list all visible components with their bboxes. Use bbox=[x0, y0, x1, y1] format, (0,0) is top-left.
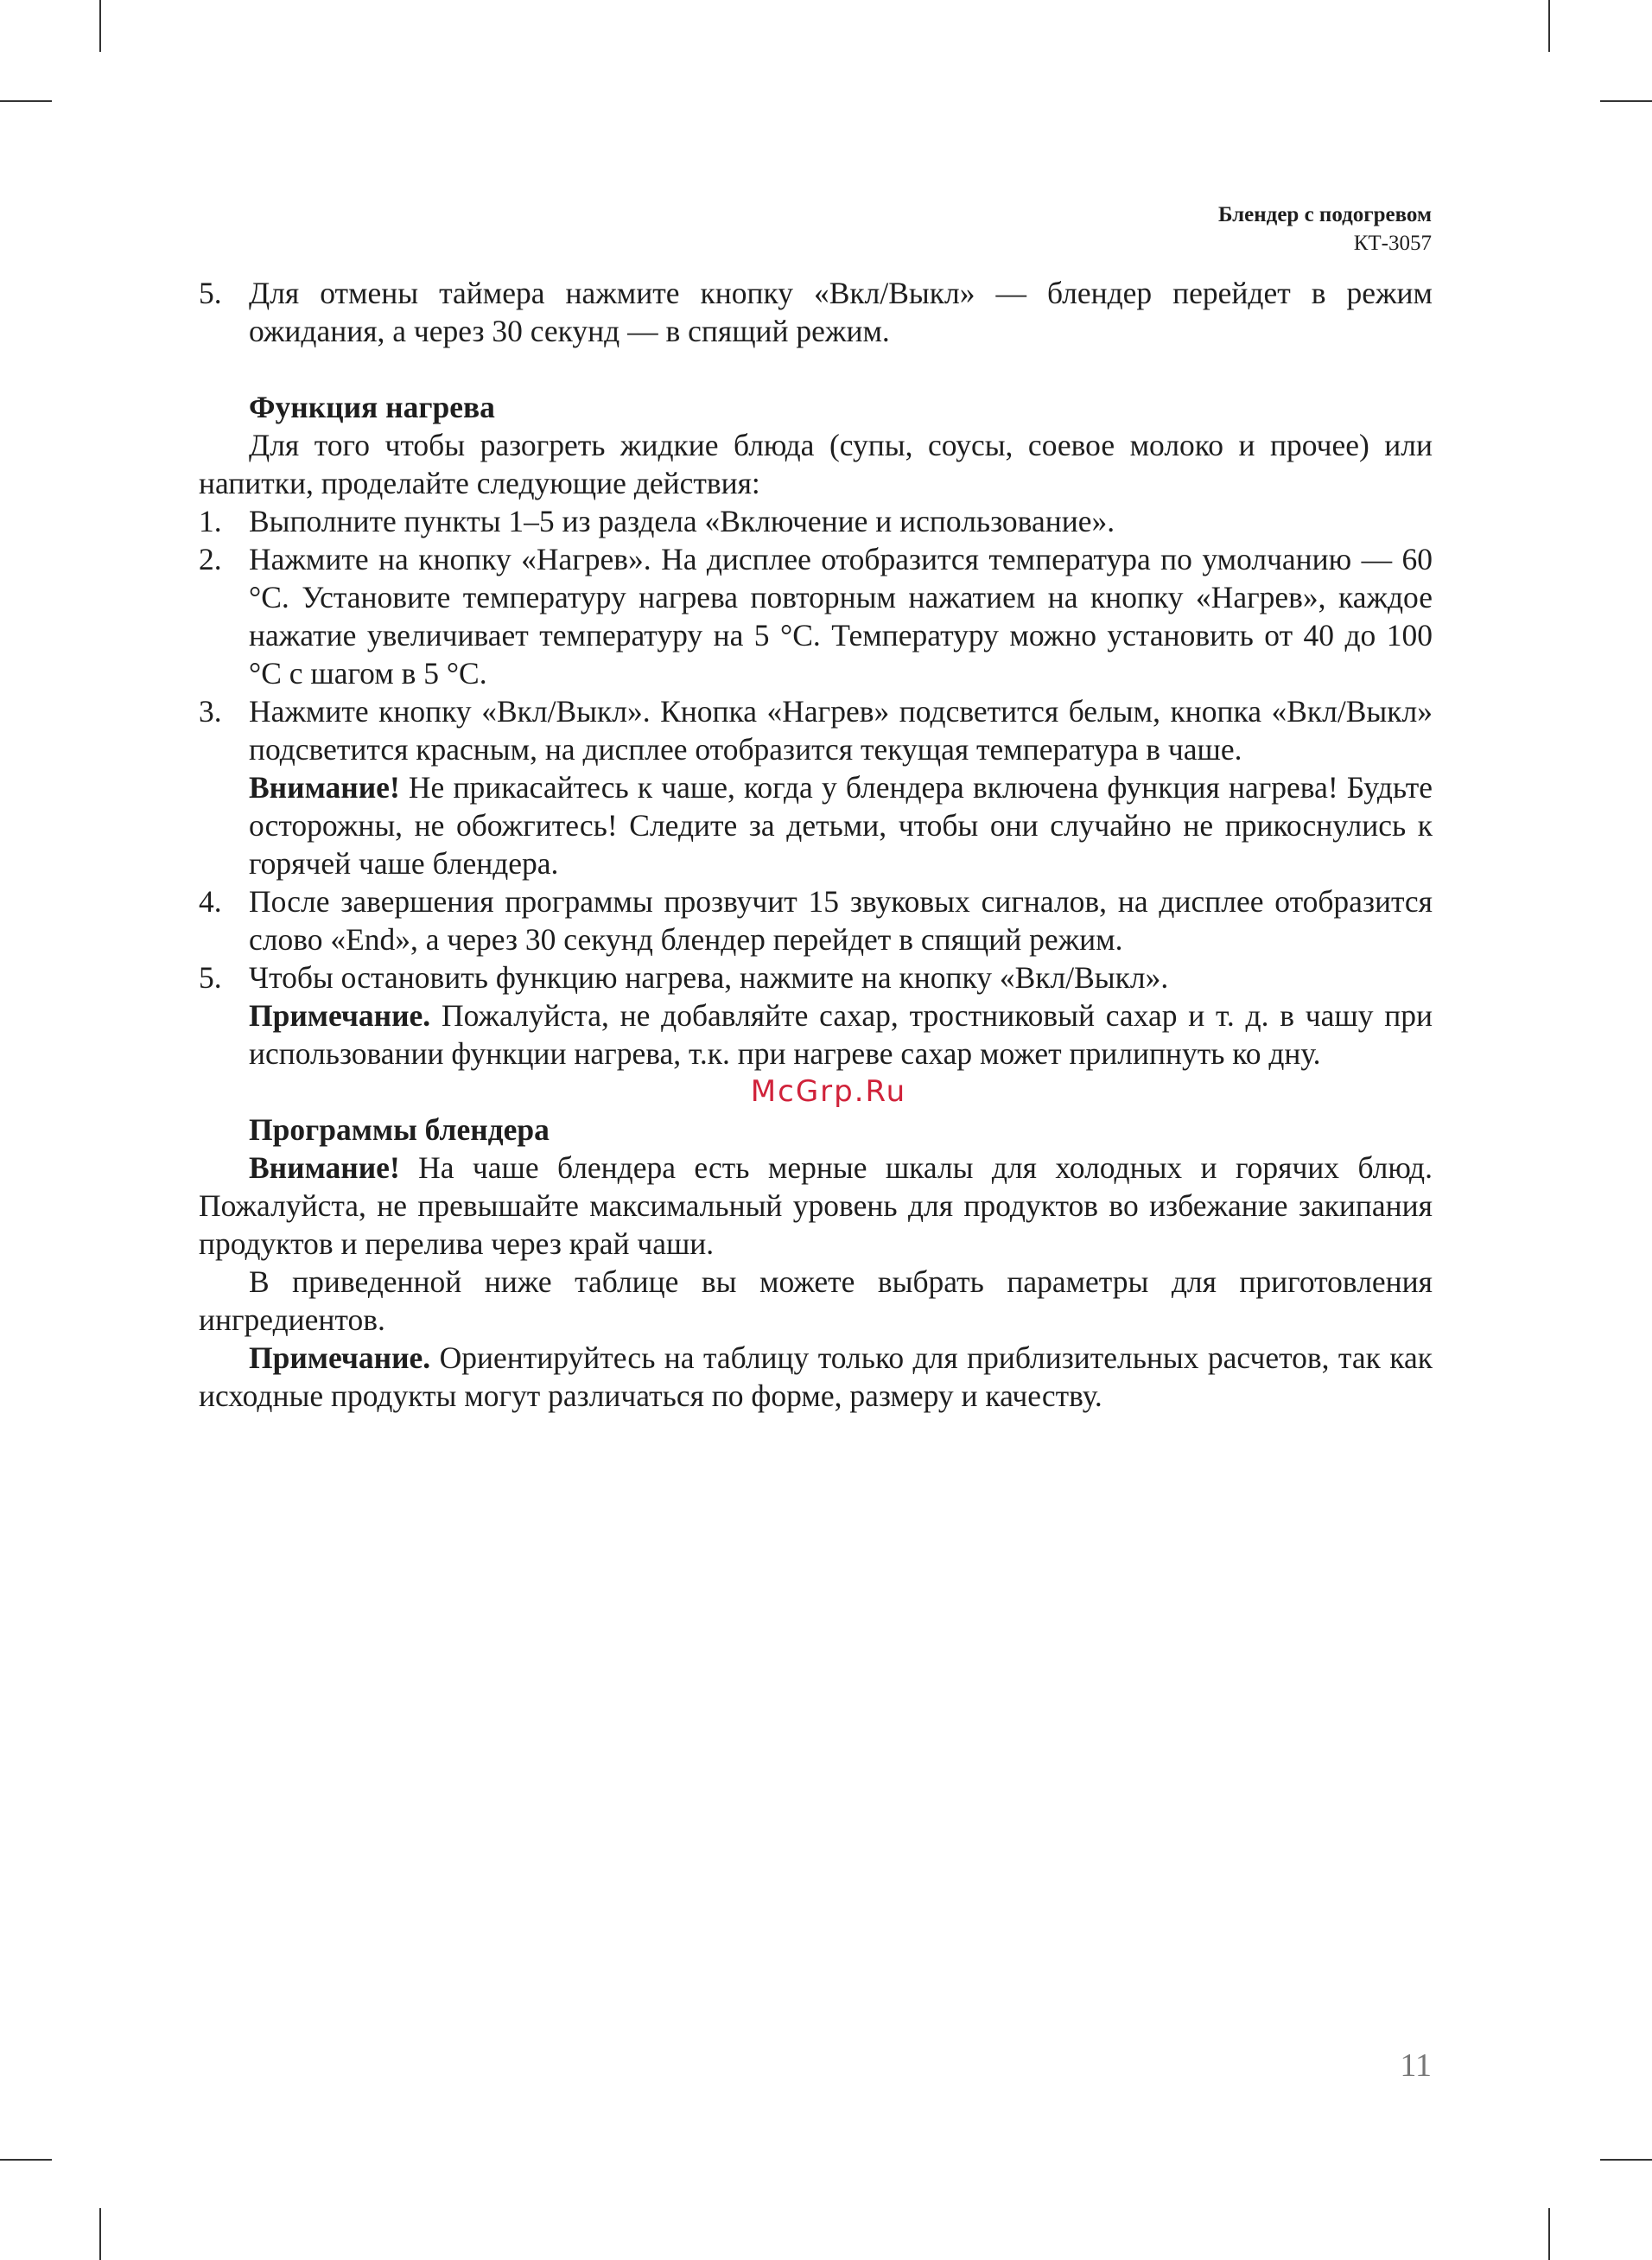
note-label: Примечание. bbox=[249, 998, 431, 1033]
list-item bbox=[199, 274, 1433, 350]
note-text: Пожалуйста, не добавляйте сахар, тростниковый сахар и т. д. в чашу при использовании функции нагрева, т.к. при нагреве сахар может прилипнуть ко дну. bbox=[249, 998, 1433, 1071]
warning-label: Внимание! bbox=[249, 770, 400, 805]
crop-mark-bottom-right-v bbox=[1548, 2208, 1550, 2260]
section-intro: Для того чтобы разогреть жидкие блюда (супы, соусы, соевое молоко и прочее) или напитки, проделайте следующие действия: bbox=[199, 428, 1433, 500]
paragraph: В приведенной ниже таблице вы можете выбрать параметры для приготовления ингредиентов. bbox=[199, 1264, 1433, 1337]
list-item bbox=[199, 692, 1433, 882]
list-item-text: Нажмите кнопку «Вкл/Выкл». Кнопка «Нагрев» подсветится белым, кнопка «Вкл/Выкл» подсветится красным, на дисплее отобразится текущая температура в чаше. bbox=[249, 694, 1433, 767]
warning-text: Не прикасайтесь к чаше, когда у блендера включена функция нагрева! Будьте осторожны, не обожгитесь! Следите за детьми, чтобы они случайно не прикоснулись к горячей чаше блендера. bbox=[249, 770, 1433, 881]
list-item-text: Чтобы остановить функцию нагрева, нажмите на кнопку «Вкл/Выкл». bbox=[249, 960, 1169, 995]
list-item bbox=[199, 882, 1433, 958]
paragraph-text: На чаше блендера есть мерные шкалы для холодных и горячих блюд. Пожалуйста, не превышайте максимальный уровень для продуктов во избежание закипания продуктов и перелива через край чаши. bbox=[199, 1150, 1433, 1261]
crop-mark-bottom-left-h bbox=[0, 2159, 52, 2161]
paragraph bbox=[199, 1149, 1433, 1263]
list-item bbox=[199, 502, 1433, 540]
header-model: КТ-3057 bbox=[1353, 232, 1432, 255]
crop-mark-top-left-v bbox=[99, 0, 101, 52]
list-item-number: 5. bbox=[199, 960, 222, 995]
spacer bbox=[199, 350, 1433, 388]
list-item bbox=[199, 540, 1433, 692]
header-title: Блендер с подогревом bbox=[1217, 203, 1432, 226]
main-content bbox=[199, 274, 1433, 1415]
list-item-text: Выполните пункты 1–5 из раздела «Включение и использование». bbox=[249, 504, 1115, 538]
section-heading-programs: Программы блендера bbox=[249, 1112, 550, 1147]
list-item-number: 4. bbox=[199, 884, 222, 919]
paragraph bbox=[199, 1339, 1433, 1415]
crop-mark-bottom-right-h bbox=[1600, 2159, 1652, 2161]
list-item-number: 5. bbox=[199, 276, 222, 310]
running-header bbox=[1218, 201, 1432, 258]
crop-mark-top-left-h bbox=[0, 100, 52, 102]
section-heading-heating: Функция нагрева bbox=[249, 390, 495, 424]
crop-mark-top-right-v bbox=[1548, 0, 1550, 52]
list-item-text: После завершения программы прозвучит 15 звуковых сигналов, на дисплее отобразится слово «End», а через 30 секунд блендер перейдет в спящий режим. bbox=[249, 884, 1433, 957]
list-item-number: 3. bbox=[199, 694, 222, 729]
crop-mark-bottom-left-v bbox=[99, 2208, 101, 2260]
list-item-number: 2. bbox=[199, 542, 222, 576]
warning-label: Внимание! bbox=[249, 1150, 400, 1185]
list-item-text: Для отмены таймера нажмите кнопку «Вкл/Выкл» — блендер перейдет в режим ожидания, а через 30 секунд — в спящий режим. bbox=[249, 276, 1433, 348]
list-item bbox=[199, 958, 1433, 1073]
paragraph-text: Ориентируйтесь на таблицу только для приблизительных расчетов, так как исходные продукты могут различаться по форме, размеру и качеству. bbox=[199, 1340, 1433, 1413]
list-item-text: Нажмите на кнопку «Нагрев». На дисплее отобразится температура по умолчанию — 60 °С. Установите температуру нагрева повторным нажатием на кнопку «Нагрев», каждое нажатие увеличивает температуру на 5 °С. Температуру можно установить от 40 до 100 °С с шагом в 5 °С. bbox=[249, 542, 1433, 691]
crop-mark-top-right-h bbox=[1600, 100, 1652, 102]
note-label: Примечание. bbox=[249, 1340, 431, 1375]
list-item-number: 1. bbox=[199, 504, 222, 538]
page-number: 11 bbox=[1400, 2047, 1432, 2084]
watermark-link[interactable]: McGrp.Ru bbox=[750, 1074, 907, 1109]
